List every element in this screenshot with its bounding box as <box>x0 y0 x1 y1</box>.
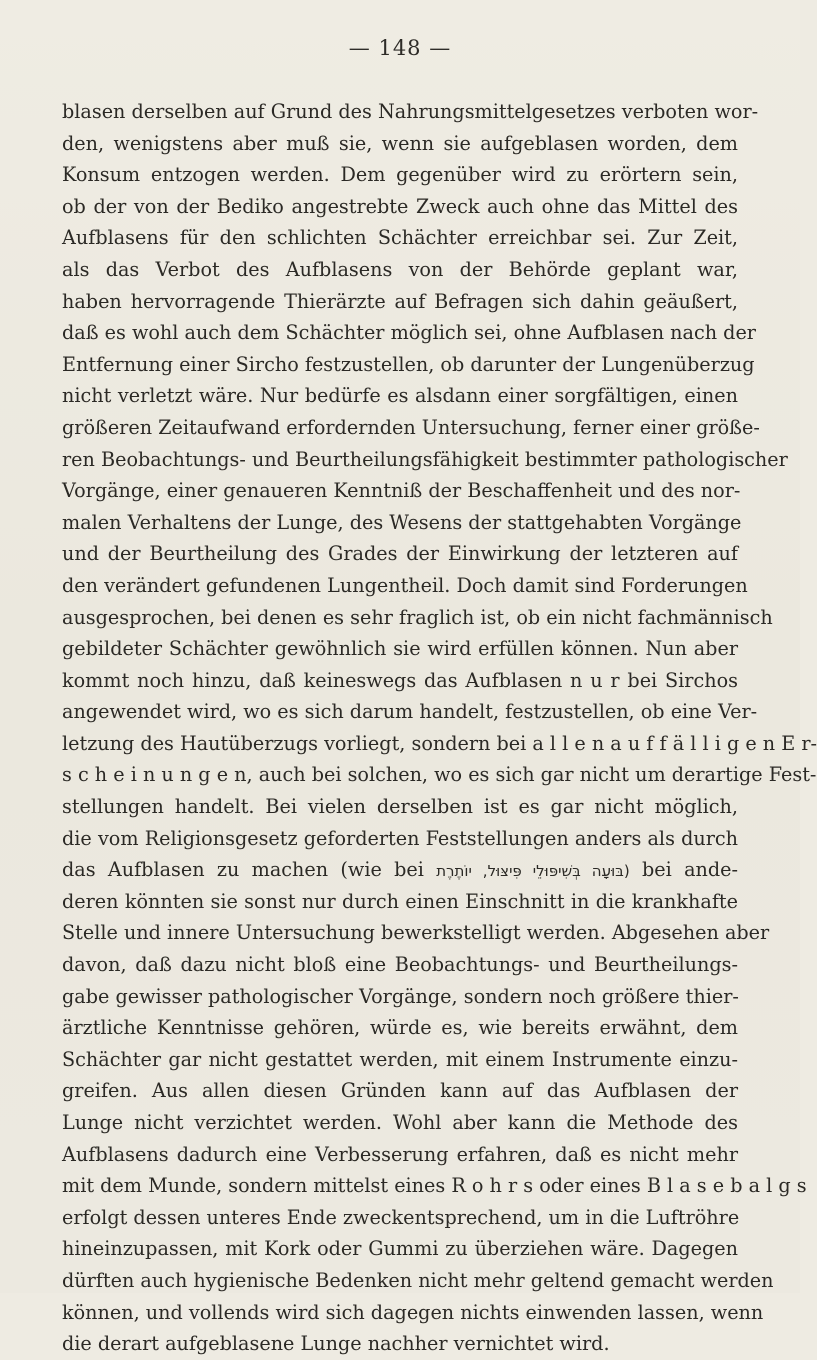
text-line: gabe gewisser pathologischer Vorgänge, sondern noch größere thier- <box>62 984 739 1008</box>
page-number: — 148 — <box>348 36 452 60</box>
text-line: Entfernung einer Sircho festzustellen, ob darunter der Lungenüberzug <box>62 352 755 376</box>
text-line: Vorgänge, einer genaueren Kenntniß der Beschaffenheit und des nor- <box>62 479 741 503</box>
text-line: ärztliche Kenntnisse gehören, würde es, wie bereits erwähnt, dem <box>62 1016 738 1040</box>
text-fragment: das Aufblasen zu machen (wie bei <box>62 858 437 882</box>
text-line: ren Beobachtungs- und Beurtheilungsfähigkeit bestimmter pathologischer <box>62 447 788 471</box>
text-line: die derart aufgeblasene Lunge nachher vernichtet wird. <box>62 1332 610 1356</box>
text-line: ob der von der Bediko angestrebte Zweck auch ohne das Mittel des <box>62 194 738 218</box>
text-line: Aufblasens für den schlichten Schächter erreichbar sei. Zur Zeit, <box>62 226 738 250</box>
text-line: Konsum entzogen werden. Dem gegenüber wird zu erörtern sein, <box>62 163 738 187</box>
body-text <box>62 96 817 1360</box>
text-line: den verändert gefundenen Lungentheil. Doch damit sind Forderungen <box>62 573 748 597</box>
text-line: können, und vollends wird sich dagegen nichts einwenden lassen, wenn <box>62 1300 764 1324</box>
text-line: s c h e i n u n g e n, auch bei solchen, wo es sich gar nicht um derartige Fest- <box>62 763 817 787</box>
text-line: mit dem Munde, sondern mittelst eines R o h r s oder eines B l a s e b a l g s <box>62 1174 807 1198</box>
text-line: kommt noch hinzu, daß keineswegs das Aufblasen n u r bei Sirchos <box>62 668 738 692</box>
text-line: den, wenigstens aber muß sie, wenn sie aufgeblasen worden, dem <box>62 131 738 155</box>
text-line: Aufblasens dadurch eine Verbesserung erfahren, daß es nicht mehr <box>62 1142 738 1166</box>
text-line: nicht verletzt wäre. Nur bedürfe es alsdann einer sorgfältigen, einen <box>62 384 738 408</box>
text-line: daß es wohl auch dem Schächter möglich sei, ohne Aufblasen nach der <box>62 321 756 345</box>
text-fragment: bei ande- <box>629 858 738 882</box>
hebrew-term: (בּוּעָה בְּשִׁיפּוּלֵי פִּיצּוּל, יוֹתֶרֶת <box>436 862 630 881</box>
text-line: und der Beurtheilung des Grades der Einwirkung der letzteren auf <box>62 542 738 566</box>
text-line: stellungen handelt. Bei vielen derselben ist es gar nicht möglich, <box>62 795 738 819</box>
text-line: ausgesprochen, bei denen es sehr fraglich ist, ob ein nicht fachmännisch <box>62 605 773 629</box>
text-line: erfolgt dessen unteres Ende zweckentsprechend, um in die Luftröhre <box>62 1205 740 1229</box>
text-line: haben hervorragende Thierärzte auf Befragen sich dahin geäußert, <box>62 289 738 313</box>
text-line: Lunge nicht verzichtet werden. Wohl aber kann die Methode des <box>62 1111 738 1134</box>
text-line: blasen derselben auf Grund des Nahrungsmittelgesetzes verboten wor- <box>62 100 759 123</box>
text-line: deren könnten sie sonst nur durch einen Einschnitt in die krankhafte <box>62 889 738 913</box>
text-line: größeren Zeitaufwand erfordernden Untersuchung, ferner einer größe- <box>62 415 760 439</box>
text-line: angewendet wird, wo es sich darum handelt, festzustellen, ob eine Ver- <box>62 700 758 724</box>
text-line: greifen. Aus allen diesen Gründen kann auf das Aufblasen der <box>62 1079 738 1103</box>
text-line: als das Verbot des Aufblasens von der Behörde geplant war, <box>62 257 738 281</box>
text-line: davon, daß dazu nicht bloß eine Beobachtungs- und Beurtheilungs- <box>62 953 738 977</box>
text-line: malen Verhaltens der Lunge, des Wesens der stattgehabten Vorgänge <box>62 510 742 534</box>
text-line: gebildeter Schächter gewöhnlich sie wird erfüllen können. Nun aber <box>62 637 738 661</box>
text-line: Stelle und innere Untersuchung bewerkstelligt werden. Abgesehen aber <box>62 921 770 945</box>
text-line: letzung des Hautüberzugs vorliegt, sondern bei a l l e n a u f f ä l l i g e n E r- <box>62 731 817 755</box>
text-line-hebrew <box>62 854 738 886</box>
text-line: Schächter gar nicht gestattet werden, mit einem Instrumente einzu- <box>62 1047 738 1071</box>
text-line: die vom Religionsgesetz geforderten Feststellungen anders als durch <box>62 826 738 850</box>
text-line: dürften auch hygienische Bedenken nicht mehr geltend gemacht werden <box>62 1268 774 1292</box>
text-line: hineinzupassen, mit Kork oder Gummi zu überziehen wäre. Dagegen <box>62 1237 738 1261</box>
